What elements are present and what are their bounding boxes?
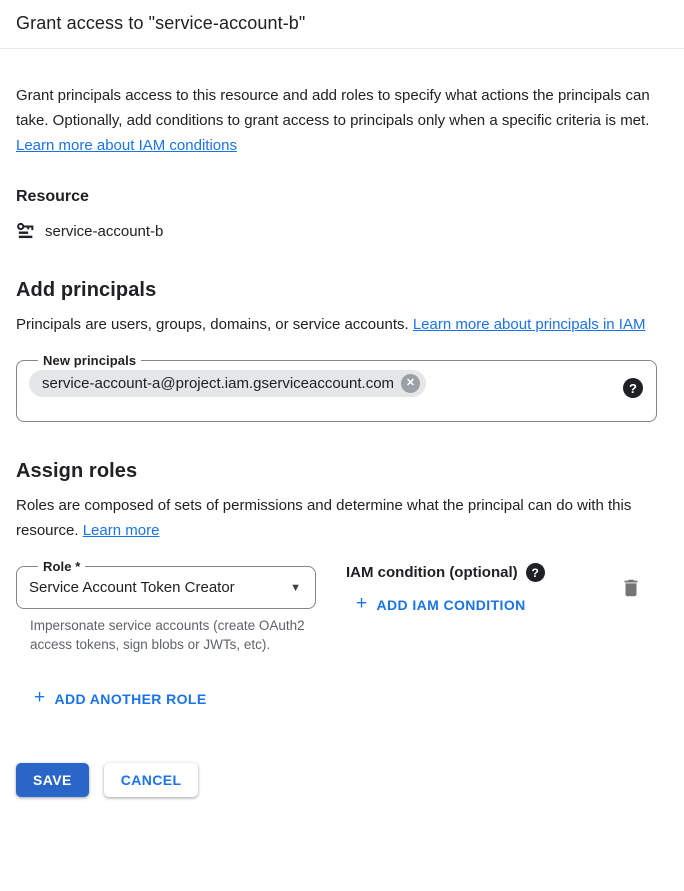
- iam-condition-column: [346, 559, 545, 619]
- cancel-button[interactable]: CANCEL: [104, 763, 199, 797]
- principal-chip-value: service-account-a@project.iam.gserviceaccount.com: [42, 375, 395, 392]
- plus-icon: +: [34, 687, 46, 708]
- roles-learn-more-link[interactable]: Learn more: [82, 522, 160, 539]
- dialog-header: [0, 0, 684, 49]
- resource-name: service-account-b: [45, 222, 164, 240]
- role-select-row: [29, 579, 303, 596]
- principal-chip[interactable]: [29, 370, 426, 397]
- role-column: [16, 559, 316, 654]
- roles-desc-text: Roles are composed of sets of permissions and determine what the principal can do with this resource.: [16, 497, 632, 539]
- principals-help-icon[interactable]: ?: [623, 378, 643, 398]
- delete-role-button[interactable]: [618, 575, 644, 604]
- new-principals-label: New principals: [43, 353, 137, 368]
- roles-description: [16, 493, 666, 543]
- service-account-icon: [16, 221, 36, 241]
- add-iam-condition-button[interactable]: [348, 590, 534, 619]
- save-button[interactable]: SAVE: [16, 763, 89, 797]
- principals-description: [16, 312, 666, 337]
- dialog-content: [0, 83, 684, 797]
- iam-conditions-link[interactable]: Learn more about IAM conditions: [16, 137, 237, 154]
- principals-desc-text: Principals are users, groups, domains, or service accounts.: [16, 316, 413, 333]
- trash-icon: [620, 577, 642, 599]
- add-iam-condition-label: ADD IAM CONDITION: [376, 596, 526, 613]
- iam-condition-help-icon[interactable]: ?: [526, 563, 545, 582]
- plus-icon: +: [356, 593, 368, 614]
- role-label: Role *: [43, 559, 81, 574]
- new-principals-field[interactable]: [16, 353, 657, 422]
- dialog-title: Grant access to "service-account-b": [16, 13, 306, 33]
- add-another-role-button[interactable]: [26, 684, 215, 713]
- resource-heading: Resource: [16, 188, 89, 205]
- role-select[interactable]: [16, 559, 316, 609]
- intro-text: Grant principals access to this resource and add roles to specify what actions the principals can take. Optionally, add conditions to grant access to principals only when a specific criteria is met.: [16, 87, 650, 129]
- dialog-actions: [16, 763, 668, 797]
- add-principals-heading: Add principals: [16, 279, 157, 301]
- iam-condition-label: IAM condition (optional): [346, 564, 518, 581]
- resource-row: [16, 221, 668, 241]
- principals-learn-more-link[interactable]: Learn more about principals in IAM: [412, 316, 646, 333]
- role-description: Impersonate service accounts (create OAuth2 access tokens, sign blobs or JWTs, etc).: [30, 618, 305, 652]
- chip-remove-icon[interactable]: ✕: [401, 374, 420, 393]
- role-selected-value: Service Account Token Creator: [29, 579, 235, 596]
- add-another-role-label: ADD ANOTHER ROLE: [54, 690, 207, 707]
- chevron-down-icon: ▼: [290, 581, 301, 594]
- assign-roles-heading: Assign roles: [16, 460, 138, 482]
- intro-paragraph: [16, 83, 666, 158]
- role-row: [16, 559, 668, 654]
- iam-condition-label-row: [346, 563, 545, 582]
